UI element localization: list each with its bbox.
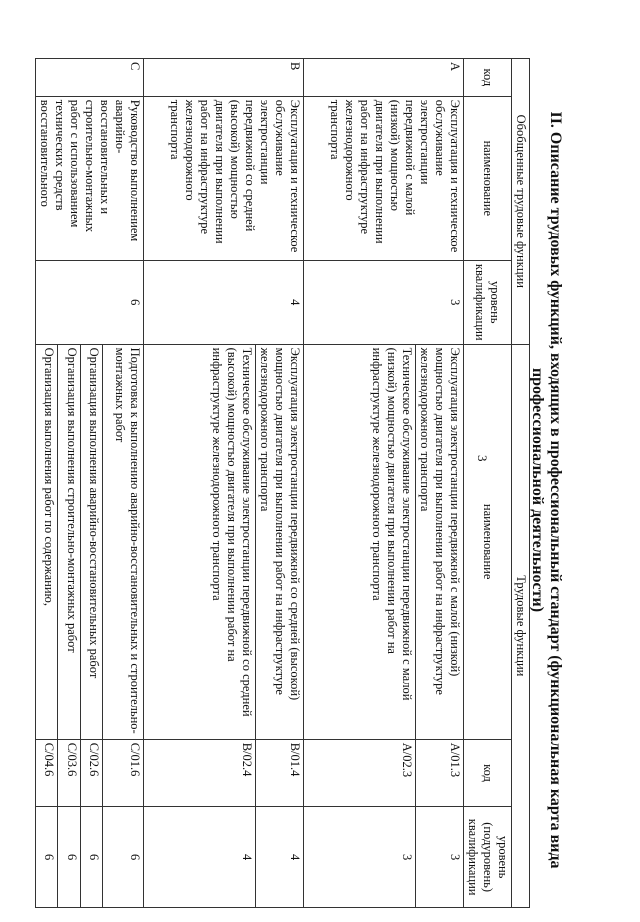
- func-name: Организация выполнения работ по содержанию,: [36, 344, 58, 739]
- header-code-2: код: [464, 739, 512, 807]
- func-code: B/01.4: [256, 739, 304, 807]
- func-level: 3: [304, 807, 416, 908]
- gen-name: Руководство выполнением аварийно-восстановительных и строительно-монтажных работ с использованием технических средств восстановительного: [36, 96, 144, 260]
- func-level: 6: [58, 807, 80, 908]
- gen-name: Эксплуатация и техническое обслуживание электростанции передвижной со средней (высокой) мощностью двигателя при выполнении работ на инфраструктуре железнодорожного транспорта: [144, 96, 304, 260]
- func-level: 6: [80, 807, 102, 908]
- header-name-2: наименование: [464, 344, 512, 739]
- func-name: Организация выполнения строительно-монтажных работ: [58, 344, 80, 739]
- func-name: Техническое обслуживание электростанции передвижной со средней (высокой) мощностью двигателя при выполнении работ на инфраструктуре железнодорожного транспорта: [144, 344, 256, 739]
- func-code: C/01.6: [103, 739, 144, 807]
- gen-code: C: [36, 59, 144, 97]
- gen-code: A: [304, 59, 464, 97]
- func-name: Подготовка к выполнению аварийно-восстановительных и строительно-монтажных работ: [103, 344, 144, 739]
- header-name: наименование: [464, 96, 512, 260]
- func-code: C/04.6: [36, 739, 58, 807]
- func-code: A/01.3: [416, 739, 464, 807]
- header-labor: Трудовые функции: [512, 344, 530, 907]
- func-level: 6: [103, 807, 144, 908]
- func-name: Эксплуатация электростанции передвижной с малой (низкой) мощностью двигателя при выполнении работ на инфраструктуре железнодорожного транспорта: [416, 344, 464, 739]
- gen-level: 4: [144, 260, 304, 344]
- func-level: 4: [256, 807, 304, 908]
- header-sublevel: уровень (подуровень) квалификации: [464, 807, 512, 908]
- func-code: A/02.3: [304, 739, 416, 807]
- func-name: Эксплуатация электростанции передвижной со средней (высокой) мощностью двигателя при выполнении работ на инфраструктуре железнодорожного транспорта: [256, 344, 304, 739]
- func-code: C/02.6: [80, 739, 102, 807]
- func-name: Техническое обслуживание электростанции передвижной с малой (низкой) мощностью двигателя при выполнении работ на инфраструктуре железнодорожного транспорта: [304, 344, 416, 739]
- func-code: B/02.4: [144, 739, 256, 807]
- header-code: код: [464, 59, 512, 97]
- page-number: 3: [475, 455, 490, 462]
- gen-name: Эксплуатация и техническое обслуживание электростанции передвижной с малой (низкой) мощностью двигателя при выполнении работ на инфраструктуре железнодорожного транспорта: [304, 96, 464, 260]
- functional-map-table: [35, 58, 530, 908]
- func-level: 3: [416, 807, 464, 908]
- gen-level: 3: [304, 260, 464, 344]
- table-row: [103, 59, 144, 908]
- table-row: [256, 59, 304, 908]
- func-level: 4: [144, 807, 256, 908]
- func-name: Организация выполнения аварийно-восстановительных работ: [80, 344, 102, 739]
- header-generalized: Обобщенные трудовые функции: [512, 59, 530, 345]
- section-title: II. Описание трудовых функций, входящих в профессиональный стандарт (функциональная карта вида профессиональной деятельности): [529, 111, 564, 869]
- func-level: 6: [36, 807, 58, 908]
- func-code: C/03.6: [58, 739, 80, 807]
- header-level: уровень квалификации: [464, 260, 512, 344]
- table-row: [416, 59, 464, 908]
- gen-code: B: [144, 59, 304, 97]
- gen-level: 6: [36, 260, 144, 344]
